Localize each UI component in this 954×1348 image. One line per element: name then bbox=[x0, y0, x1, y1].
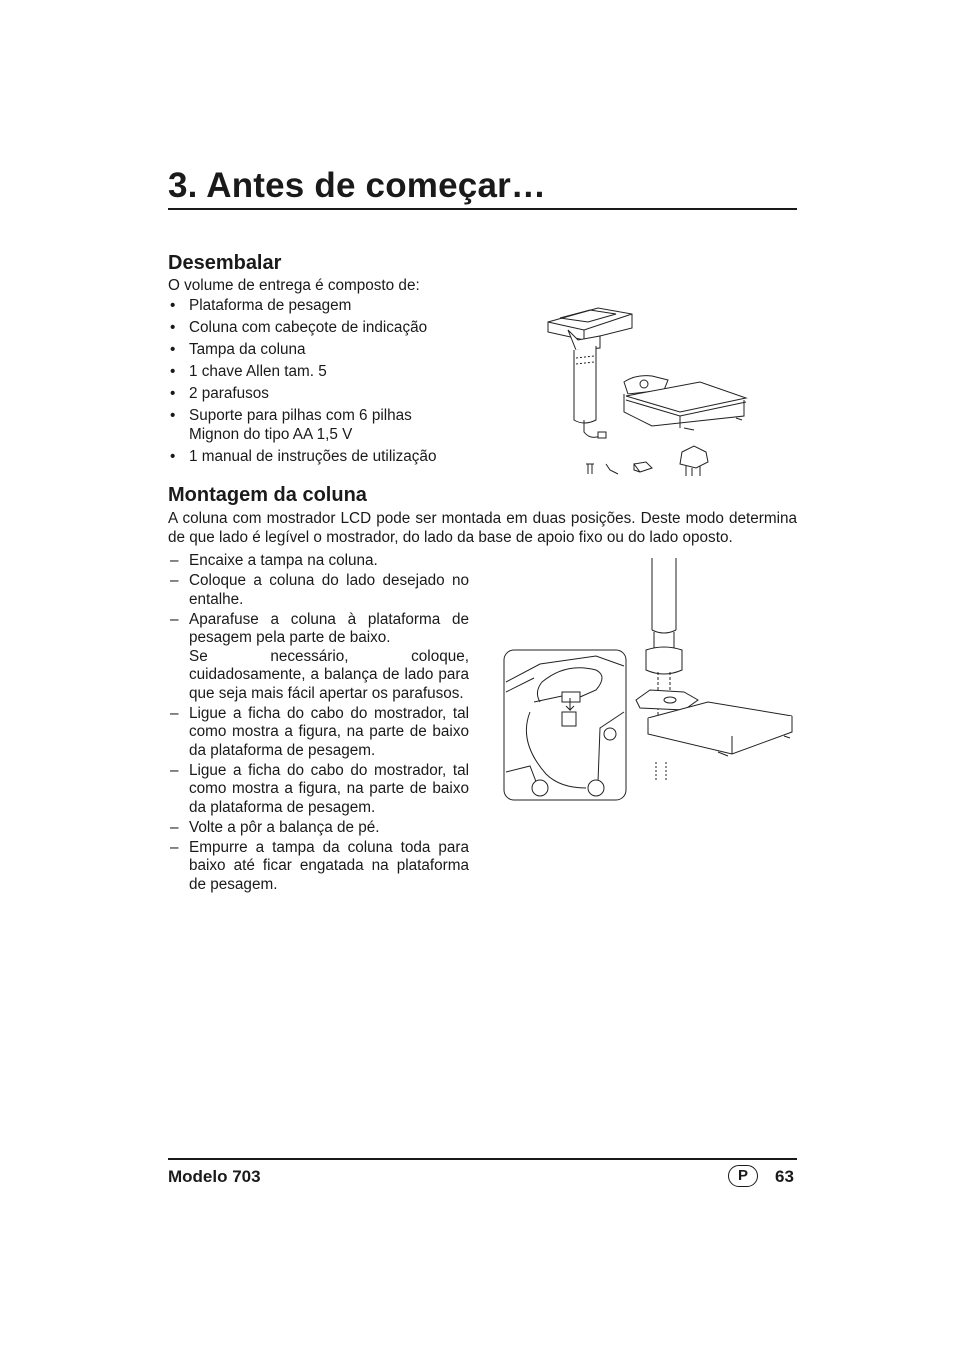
list-item: – Encaixe a tampa na coluna. bbox=[168, 552, 469, 571]
list-item: • Tampa da coluna bbox=[168, 341, 468, 360]
display-head-drawing bbox=[548, 308, 632, 350]
page-number: 63 bbox=[775, 1167, 794, 1186]
step-note: Se necessário, coloque, cuidadosamente, a balança de lado para que seja mais fácil apertar os parafusos. bbox=[189, 647, 469, 702]
list-item: – Coloque a coluna do lado desejado no entalhe. bbox=[168, 572, 469, 609]
delivery-intro: O volume de entrega é composto de: bbox=[168, 277, 420, 294]
title-rule bbox=[168, 208, 797, 210]
chapter-title: 3. Antes de começar… bbox=[168, 166, 547, 205]
list-item: • 2 parafusos bbox=[168, 385, 468, 404]
list-item: • Coluna com cabeçote de indicação bbox=[168, 319, 468, 338]
list-item: – Volte a pôr a balança de pé. bbox=[168, 819, 469, 838]
step-text: Aparafuse a coluna à plataforma de pesagem pela parte de baixo. bbox=[189, 610, 469, 646]
list-item: • 1 chave Allen tam. 5 bbox=[168, 363, 468, 382]
footer-model-name: Modelo 703 bbox=[168, 1167, 261, 1186]
list-item bbox=[168, 407, 468, 444]
detail-inset-drawing bbox=[504, 650, 626, 800]
list-item: • 1 manual de instruções de utilização bbox=[168, 448, 468, 467]
list-item: – Ligue a ficha do cabo do mostrador, tal como mostra a figura, na parte de baixo da plataforma de pesagem. bbox=[168, 762, 469, 818]
list-item-line: Suporte para pilhas com 6 pilhas bbox=[189, 407, 412, 424]
column-drawing bbox=[574, 346, 606, 438]
delivery-items-list bbox=[168, 297, 468, 470]
footer-rule bbox=[168, 1158, 797, 1160]
mounting-intro: A coluna com mostrador LCD pode ser montada em duas posições. Deste modo determina de que lado é legível o mostrador, do lado da base de apoio fixo ou do lado oposto. bbox=[168, 510, 797, 546]
list-item: – Empurre a tampa da coluna toda para baixo até ficar engatada na plataforma de pesagem. bbox=[168, 839, 469, 895]
column-mounting-illustration bbox=[500, 552, 800, 807]
scale-platform-drawing bbox=[624, 376, 746, 430]
list-item-line: Mignon do tipo AA 1,5 V bbox=[189, 425, 353, 443]
small-parts-drawing bbox=[586, 446, 708, 476]
list-item: – Ligue a ficha do cabo do mostrador, tal como mostra a figura, na parte de baixo da plataforma de pesagem. bbox=[168, 705, 469, 761]
delivery-contents-illustration bbox=[540, 300, 755, 485]
list-item: • Plataforma de pesagem bbox=[168, 297, 468, 316]
language-badge: P bbox=[728, 1165, 758, 1187]
section-heading-montagem: Montagem da coluna bbox=[168, 484, 367, 506]
mounting-steps-list bbox=[168, 552, 469, 896]
section-heading-desembalar: Desembalar bbox=[168, 252, 282, 274]
platform-drawing bbox=[636, 690, 792, 780]
list-item bbox=[168, 611, 469, 704]
